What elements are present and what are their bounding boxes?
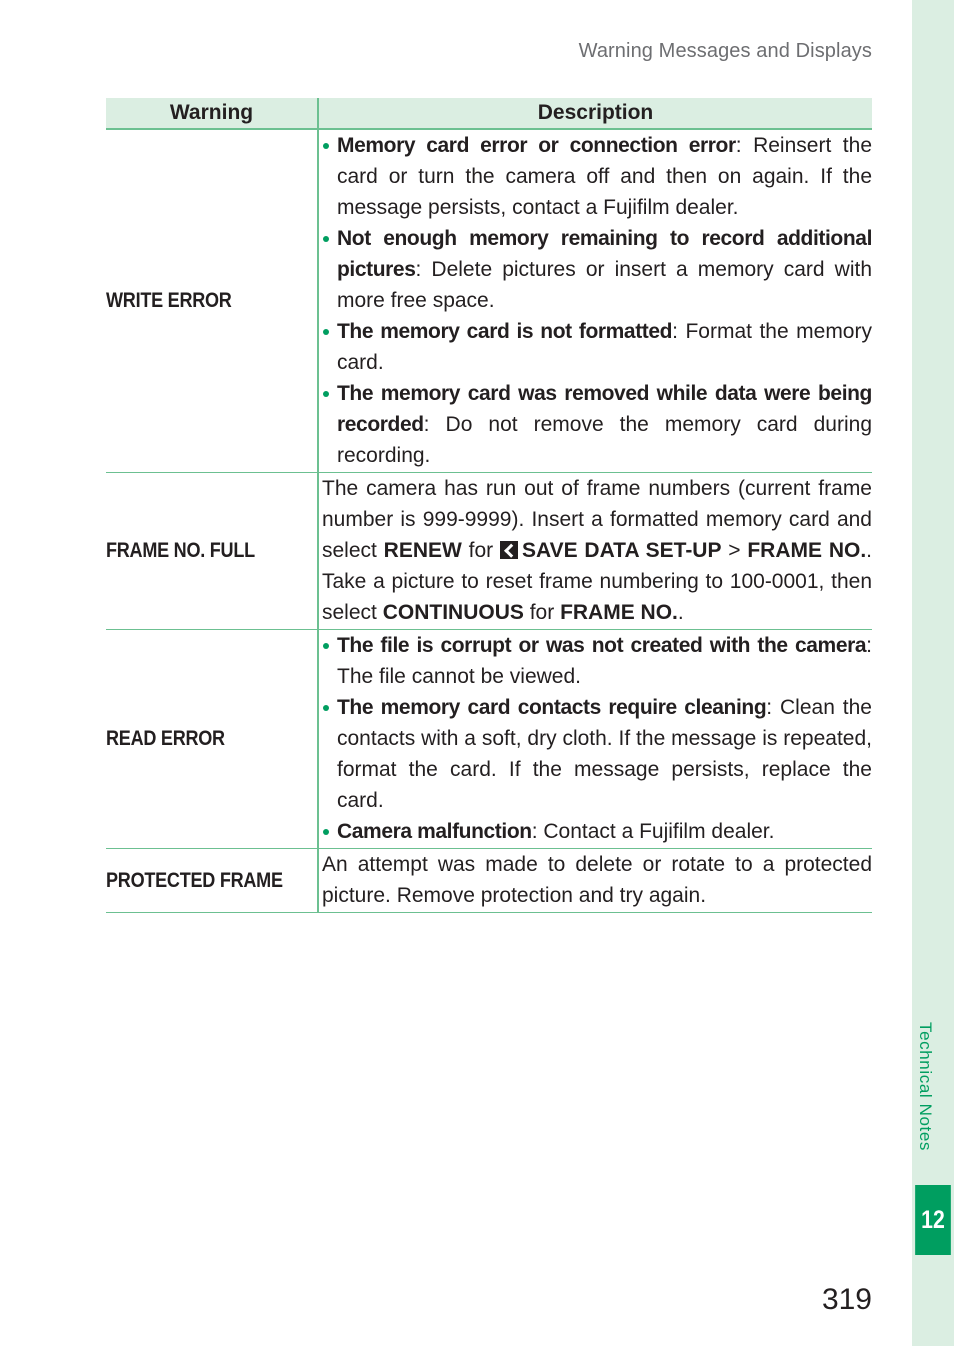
menu-item-renew: RENEW <box>383 539 462 562</box>
list-item-term: The file is corrupt or was not created with the camera <box>337 634 867 657</box>
section-label: Technical Notes <box>916 1022 935 1152</box>
list-item <box>322 316 872 378</box>
menu-item-save-data-setup: SAVE DATA SET-UP <box>521 539 722 562</box>
column-header-description: Description <box>318 98 872 129</box>
list-item <box>322 223 872 316</box>
description-cell <box>318 630 872 849</box>
table-row <box>106 473 872 630</box>
description-cell <box>318 473 872 630</box>
table-row <box>106 630 872 849</box>
warning-label: READ ERROR <box>106 727 225 750</box>
list-item-text: : Clean the contacts with a soft, dry cloth. If the message is repeated, format the card. If the message persists, replace the card. <box>337 696 872 812</box>
menu-item-frame-no: FRAME NO. <box>747 539 867 562</box>
menu-separator: > <box>721 539 748 562</box>
description-cell <box>318 849 872 913</box>
column-header-warning: Warning <box>106 98 318 129</box>
description-text: for <box>523 601 561 624</box>
list-item-term: Memory card error or connection error <box>337 134 736 157</box>
warning-cell <box>106 630 318 849</box>
list-item-text: : The file cannot be viewed. <box>337 634 872 688</box>
list-item-text: : Contact a Fujifilm dealer. <box>531 820 775 843</box>
warning-label: PROTECTED FRAME <box>106 868 283 892</box>
list-item <box>322 692 872 816</box>
list-item-text: : Delete pictures or insert a memory card with more free space. <box>337 258 872 312</box>
list-item-term: The memory card is not formatted <box>337 320 673 343</box>
list-item-term: Not enough memory remaining to record additional pictures <box>337 227 872 281</box>
description-text: An attempt was made to delete or rotate to a protected picture. Remove protection and try again. <box>322 853 872 907</box>
warning-cell <box>106 849 318 913</box>
table-header-row <box>106 98 872 129</box>
warning-label: FRAME NO. FULL <box>106 539 255 562</box>
warning-label: WRITE ERROR <box>106 289 232 312</box>
table-row <box>106 129 872 473</box>
running-header: Warning Messages and Displays <box>578 40 872 62</box>
description-text: for <box>461 539 500 562</box>
list-item-text: : Reinsert the card or turn the camera off and then on again. If the message persists, contact a Fujifilm dealer. <box>337 134 872 219</box>
list-item-term: Camera malfunction <box>337 820 532 843</box>
warning-cell <box>106 473 318 630</box>
description-cell <box>318 129 872 473</box>
description-text: . Take a picture to reset frame numbering to 100-0001, then select <box>322 539 872 624</box>
warning-cell <box>106 129 318 473</box>
chapter-sidebar <box>912 0 954 1346</box>
list-item-term: The memory card contacts require cleaning <box>337 696 767 719</box>
list-item <box>322 378 872 471</box>
chapter-tab[interactable] <box>915 1185 951 1255</box>
list-item-text: : Do not remove the memory card during recording. <box>337 413 872 467</box>
list-item <box>322 130 872 223</box>
list-item <box>322 630 872 692</box>
menu-item-continuous: CONTINUOUS <box>382 601 524 624</box>
list-item-text: : Format the memory card. <box>337 320 872 374</box>
list-item <box>322 816 872 847</box>
warning-table <box>106 98 872 913</box>
description-text: . <box>677 601 684 624</box>
chapter-number: 12 <box>921 1205 945 1234</box>
table-row <box>106 849 872 913</box>
list-item-term: The memory card was removed while data were being recorded <box>337 382 872 436</box>
save-data-setup-icon <box>500 541 518 559</box>
description-text: The camera has run out of frame numbers (current frame number is 999-9999). Insert a formatted memory card and select <box>322 477 872 562</box>
page-number: 319 <box>821 1283 872 1316</box>
menu-item-frame-no: FRAME NO. <box>560 601 678 624</box>
